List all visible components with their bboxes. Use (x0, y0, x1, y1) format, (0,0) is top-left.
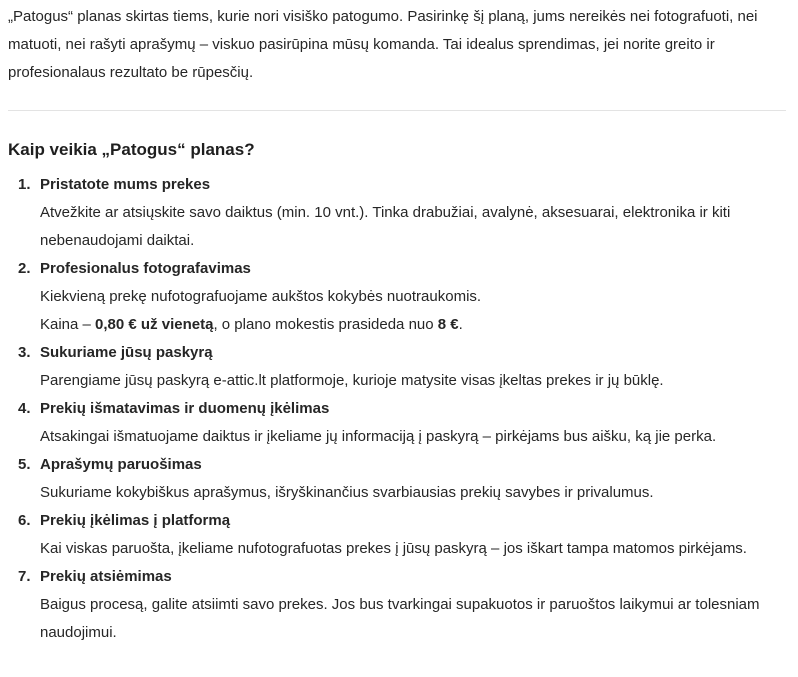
step-title: Prekių atsiėmimas (40, 568, 172, 585)
step-item-4 (8, 395, 786, 451)
step-item-3 (8, 339, 786, 395)
step-body (40, 451, 786, 507)
step-body (40, 395, 786, 451)
step-title: Prekių įkėlimas į platformą (40, 512, 231, 529)
step-body (40, 563, 786, 647)
step-title: Pristatote mums prekes (40, 176, 211, 193)
unit-price: 0,80 € už vienetą (95, 316, 214, 333)
step-number: 6. (18, 512, 31, 529)
step-number: 3. (18, 344, 31, 361)
step-item-7 (8, 563, 786, 647)
step-item-1 (8, 171, 786, 255)
step-number: 7. (18, 568, 31, 585)
step-title: Prekių išmatavimas ir duomenų įkėlimas (40, 400, 330, 417)
intro-paragraph: „Patogus“ planas skirtas tiems, kurie nori visiško patogumo. Pasirinkę šį planą, jums nereikės nei fotografuoti, nei matuoti, nei rašyti aprašymų – viskuo pasirūpina mūsų komanda. Tai idealus sprendimas, jei norite greito ir profesionalaus rezultato be rūpesčių. (8, 8, 758, 81)
step-description: Sukuriame kokybiškus aprašymus, išryškinančius svarbiausias prekių savybes ir privalumus. (40, 484, 654, 501)
step-description: Parengiame jūsų paskyrą e-attic.lt platformoje, kurioje matysite visas įkeltas prekes ir jų būklę. (40, 372, 664, 389)
step-number: 5. (18, 456, 31, 473)
step-number: 4. (18, 400, 31, 417)
step-title: Aprašymų paruošimas (40, 456, 202, 473)
step-title: Profesionalus fotografavimas (40, 260, 251, 277)
section-divider (8, 110, 786, 111)
step-item-6 (8, 507, 786, 563)
step-number: 1. (18, 176, 31, 193)
step-description: Atvežkite ar atsiųskite savo daiktus (min. 10 vnt.). Tinka drabužiai, avalynė, aksesuarai, elektronika ir kiti nebenaudojami daiktai. (40, 204, 731, 249)
step-description: Kiekvieną prekę nufotografuojame aukštos kokybės nuotraukomis. (40, 288, 482, 305)
step-price-line (40, 311, 786, 339)
step-description: Kai viskas paruošta, įkeliame nufotografuotas prekes į jūsų paskyrą – jos iškart tampa matomos pirkėjams. (40, 540, 747, 557)
step-body (40, 171, 786, 255)
step-body (40, 339, 786, 395)
plan-fee: 8 € (437, 316, 459, 333)
steps-list (8, 171, 786, 647)
step-body (40, 255, 786, 339)
price-middle: , o plano mokestis prasideda nuo (213, 316, 438, 333)
section-heading: Kaip veikia „Patogus“ planas? (8, 140, 255, 159)
step-body (40, 507, 786, 563)
step-number: 2. (18, 260, 31, 277)
price-prefix: Kaina – (40, 316, 96, 333)
step-item-2 (8, 255, 786, 339)
step-item-5 (8, 451, 786, 507)
step-title: Sukuriame jūsų paskyrą (40, 344, 213, 361)
step-description: Atsakingai išmatuojame daiktus ir įkeliame jų informaciją į paskyrą – pirkėjams bus aišku, ką jie perka. (40, 428, 717, 445)
step-description: Baigus procesą, galite atsiimti savo prekes. Jos bus tvarkingai supakuotos ir paruoštos laikymui ar tolesniam naudojimui. (40, 596, 760, 641)
price-suffix: . (458, 316, 463, 333)
